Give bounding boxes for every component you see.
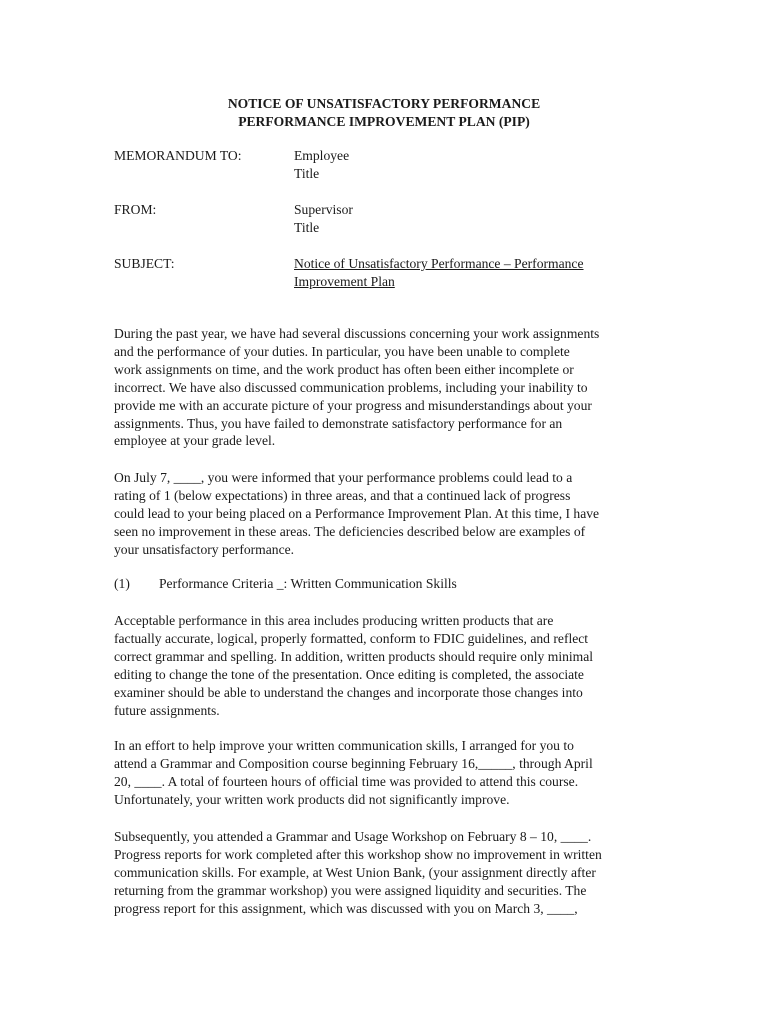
text-line: examiner should be able to understand the changes and incorporate those changes into bbox=[114, 684, 583, 700]
memo-from-title: Title bbox=[294, 220, 320, 235]
text-line: employee at your grade level. bbox=[114, 433, 276, 449]
memo-from-value bbox=[294, 201, 654, 237]
text-line: correct grammar and spelling. In addition, written products should require only minimal bbox=[114, 648, 594, 664]
memo-subject-label: SUBJECT: bbox=[114, 256, 175, 271]
text-line: returning from the grammar workshop) you were assigned liquidity and securities. The bbox=[114, 882, 587, 898]
text-line: and the performance of your duties. In particular, you have been unable to complete bbox=[114, 343, 570, 359]
text-line: Unfortunately, your written work products did not significantly improve. bbox=[114, 791, 510, 807]
text-line: editing to change the tone of the presentation. Once editing is completed, the associate bbox=[114, 666, 584, 682]
memo-subject-value bbox=[294, 255, 654, 291]
document-title: NOTICE OF UNSATISFACTORY PERFORMANCE bbox=[227, 96, 541, 111]
memo-from-name: Supervisor bbox=[294, 202, 353, 217]
text-line: In an effort to help improve your written communication skills, I arranged for you to bbox=[114, 738, 574, 753]
text-line: 20, ____. A total of fourteen hours of official time was provided to attend this course. bbox=[114, 773, 579, 789]
text-line: During the past year, we have had several discussions concerning your work assignments bbox=[114, 326, 600, 341]
memo-subject-line-1: Notice of Unsatisfactory Performance – Performance bbox=[294, 256, 584, 271]
paragraph-july-notice bbox=[114, 469, 659, 559]
memo-subject-line-2: Improvement Plan bbox=[294, 274, 395, 289]
text-line: work assignments on time, and the work product has often been either incomplete or bbox=[114, 361, 574, 377]
text-line: could lead to your being placed on a Performance Improvement Plan. At this time, I have bbox=[114, 505, 600, 521]
paragraph-intro bbox=[114, 325, 659, 450]
paragraph-grammar-course bbox=[114, 737, 659, 809]
memo-to-label: MEMORANDUM TO: bbox=[114, 148, 242, 163]
memo-to-name: Employee bbox=[294, 148, 350, 163]
text-line: progress report for this assignment, which was discussed with you on March 3, ____, bbox=[114, 900, 578, 916]
memo-to-value bbox=[294, 147, 654, 183]
text-line: On July 7, ____, you were informed that your performance problems could lead to a bbox=[114, 470, 573, 485]
paragraph-acceptable-performance bbox=[114, 612, 659, 719]
text-line: Progress reports for work completed after this workshop show no improvement in written bbox=[114, 846, 602, 862]
criteria-text: Performance Criteria _: Written Communication Skills bbox=[159, 576, 457, 591]
text-line: factually accurate, logical, properly formatted, conform to FDIC guidelines, and reflect bbox=[114, 630, 589, 646]
text-line: rating of 1 (below expectations) in three areas, and that a continued lack of progress bbox=[114, 487, 571, 503]
document-subtitle: PERFORMANCE IMPROVEMENT PLAN (PIP) bbox=[238, 114, 530, 129]
paragraph-workshop bbox=[114, 828, 659, 918]
text-line: communication skills. For example, at West Union Bank, (your assignment directly after bbox=[114, 864, 596, 880]
criteria-number: (1) bbox=[114, 576, 130, 591]
text-line: attend a Grammar and Composition course beginning February 16,_____, through April bbox=[114, 755, 593, 771]
text-line: Subsequently, you attended a Grammar and Usage Workshop on February 8 – 10, ____. bbox=[114, 829, 592, 844]
text-line: seen no improvement in these areas. The deficiencies described below are examples of bbox=[114, 523, 586, 539]
text-line: incorrect. We have also discussed communication problems, including your inability to bbox=[114, 379, 588, 395]
memo-from-label: FROM: bbox=[114, 202, 157, 217]
text-line: provide me with an accurate picture of your progress and misunderstandings about your bbox=[114, 397, 592, 413]
text-line: future assignments. bbox=[114, 702, 220, 718]
text-line: Acceptable performance in this area includes producing written products that are bbox=[114, 613, 554, 628]
text-line: your unsatisfactory performance. bbox=[114, 541, 295, 557]
memo-to-title: Title bbox=[294, 166, 320, 181]
text-line: assignments. Thus, you have failed to demonstrate satisfactory performance for an bbox=[114, 415, 563, 431]
